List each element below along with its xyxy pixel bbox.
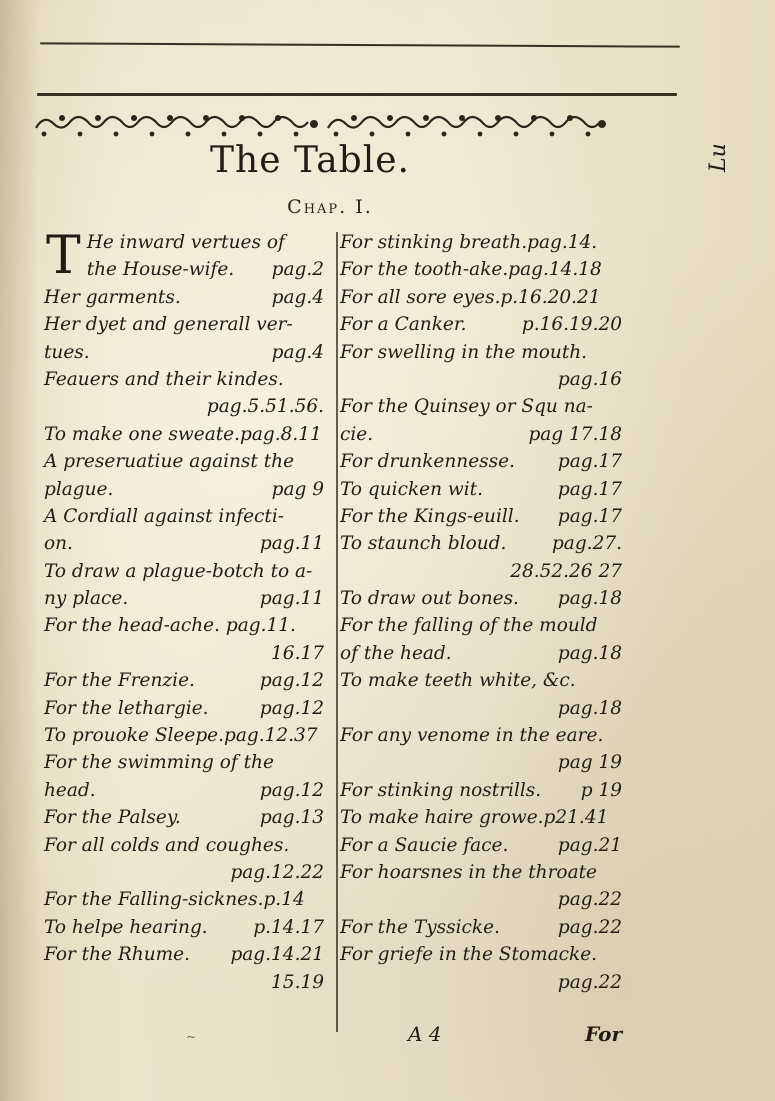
index-line — [44, 530, 324, 557]
column-divider — [336, 232, 338, 1032]
index-line — [340, 448, 622, 475]
index-line — [44, 941, 324, 968]
entry-text: the House-wife. — [86, 259, 235, 281]
page-ref: p 19 — [580, 779, 622, 801]
index-line — [44, 832, 324, 859]
entry-text: tues. — [44, 341, 90, 363]
entry-text: For the lethargie. — [44, 697, 209, 719]
entry-text: A Cordiall against infecti- — [44, 505, 285, 527]
entry-text: plague. — [44, 478, 114, 500]
page-ref: p.14.17 — [253, 916, 324, 938]
page-ref: pag.14.21 — [230, 944, 324, 966]
page-ref: pag.11 — [259, 588, 324, 610]
index-line — [340, 667, 622, 694]
index-line — [44, 284, 324, 311]
index-line — [340, 749, 622, 776]
index-line — [44, 914, 324, 941]
index-line — [87, 256, 324, 283]
entry-text: For the falling of the mould — [340, 615, 598, 637]
entry-text: For the Palsey. — [44, 807, 181, 829]
drop-capital: T — [46, 226, 81, 286]
entry-text: For the Frenzie. — [44, 670, 195, 692]
entry-text: For swelling in the mouth. — [340, 341, 588, 363]
index-line — [87, 229, 324, 256]
entry-text: For stinking breath.pag.14. — [340, 232, 598, 253]
page-ref: pag.21 — [557, 834, 622, 856]
index-line — [340, 558, 622, 585]
index-line — [44, 749, 324, 776]
entry-text: To prouoke Sleepe.pag.12.37 — [44, 725, 318, 747]
entry-text: For drunkennesse. — [340, 451, 515, 473]
index-line — [44, 421, 324, 448]
index-line — [340, 421, 622, 448]
index-line — [340, 530, 622, 557]
entry-text: For all sore eyes.p.16.20.21 — [340, 286, 601, 308]
page-ref: pag.2 — [271, 259, 324, 281]
first-entry — [44, 226, 324, 286]
page-ref: pag 17.18 — [528, 423, 622, 445]
index-line — [44, 886, 324, 913]
page-ref: pag.22 — [557, 971, 622, 993]
entry-text: For any venome in the eare. — [340, 725, 604, 747]
chapter-heading: Chap. I. — [287, 196, 373, 218]
ornament-flourish-icon — [32, 104, 612, 144]
page-ref: pag.13 — [259, 807, 324, 829]
index-line — [340, 612, 622, 639]
page-ref: pag.11 — [259, 533, 324, 555]
index-line — [44, 476, 324, 503]
entry-text: ny place. — [44, 588, 129, 610]
right-entries — [340, 229, 622, 996]
entry-text: To quicken wit. — [340, 478, 483, 500]
page-ref: pag.4 — [271, 286, 324, 308]
entry-text: He inward vertues of — [86, 232, 285, 253]
entry-text: Her garments. — [44, 286, 181, 308]
entry-text: For the Rhume. — [44, 944, 190, 966]
entry-text: For the swimming of the — [44, 752, 274, 774]
entry-text: For stinking nostrills. — [340, 779, 542, 801]
index-line — [44, 585, 324, 612]
page-ref: pag.5.51.56. — [206, 396, 324, 418]
index-line — [340, 366, 622, 393]
index-line — [340, 256, 622, 283]
index-line — [44, 503, 324, 530]
page-title: The Table. — [210, 140, 410, 181]
entry-text: For griefe in the Stomacke. — [340, 944, 598, 966]
left-entries — [44, 284, 324, 996]
top-rule — [40, 42, 680, 47]
entry-text: Feauers and their kindes. — [44, 368, 284, 390]
ink-smudge: ~ — [186, 1030, 197, 1044]
entry-text: For a Canker. — [340, 314, 467, 336]
index-line — [340, 832, 622, 859]
index-line — [340, 777, 622, 804]
index-line — [340, 585, 622, 612]
entry-text: head. — [44, 779, 96, 801]
ornament-band — [32, 104, 612, 144]
left-column — [44, 226, 324, 996]
entry-text: For hoarsnes in the throate — [340, 861, 597, 883]
index-line — [340, 941, 622, 968]
index-line — [44, 667, 324, 694]
page-ref: pag.18 — [557, 642, 622, 664]
index-line — [340, 503, 622, 530]
index-line — [340, 393, 622, 420]
entry-text: For the Tyssicke. — [340, 916, 500, 938]
entry-text: For the Quinsey or Squ na- — [340, 396, 593, 418]
index-line — [340, 311, 622, 338]
page-ref: pag.17 — [557, 505, 622, 527]
entry-text: To staunch bloud. — [340, 533, 507, 555]
page-ref: 16.17 — [271, 642, 324, 664]
page-ref: pag.27. — [551, 533, 622, 555]
index-line — [44, 804, 324, 831]
entry-text: For all colds and coughes. — [44, 834, 290, 856]
page-ref: pag.17 — [557, 451, 622, 473]
page-ref: pag.12 — [259, 779, 324, 801]
index-line — [44, 393, 324, 420]
index-line — [340, 695, 622, 722]
index-line — [340, 229, 622, 256]
index-line — [44, 722, 324, 749]
index-line — [340, 476, 622, 503]
page-ref: pag.18 — [557, 588, 622, 610]
page-ref: pag.17 — [557, 478, 622, 500]
entry-text: To helpe hearing. — [44, 916, 208, 938]
index-line — [44, 311, 324, 338]
index-line — [44, 859, 324, 886]
entry-text: To draw out bones. — [340, 588, 519, 610]
entry-text: To make one sweate.pag.8.11 — [44, 423, 322, 445]
index-line — [340, 969, 622, 996]
page-ref: pag.4 — [271, 341, 324, 363]
page-ref: pag.18 — [557, 697, 622, 719]
page-ref: pag 9 — [271, 478, 324, 500]
entry-text: of the head. — [340, 642, 452, 664]
entry-text: To make teeth white, &c. — [340, 670, 576, 692]
index-line — [44, 695, 324, 722]
catchword: For — [585, 1022, 622, 1046]
page-ref: 28.52.26 27 — [510, 560, 622, 582]
entry-text: For the tooth-ake.pag.14.18 — [340, 259, 602, 281]
right-column — [340, 229, 622, 996]
entry-text: For the head-ache. pag.11. — [44, 615, 296, 637]
page-ref: pag 19 — [557, 752, 622, 774]
entry-text: For a Saucie face. — [340, 834, 509, 856]
index-line — [340, 886, 622, 913]
index-line — [44, 339, 324, 366]
index-line — [340, 804, 622, 831]
index-line — [44, 448, 324, 475]
page-ref: pag.16 — [557, 368, 622, 390]
binding-shadow — [0, 0, 40, 1101]
page-ref: pag.12 — [259, 670, 324, 692]
index-line — [340, 339, 622, 366]
page-ref: pag.12.22 — [230, 862, 324, 883]
entry-text: To draw a plague-botch to a- — [44, 560, 313, 582]
index-line — [44, 777, 324, 804]
page-ref: p.16.19.20 — [521, 314, 622, 336]
entry-text: For the Kings-euill. — [340, 505, 520, 527]
index-line — [340, 640, 622, 667]
index-line — [340, 914, 622, 941]
index-line — [44, 558, 324, 585]
header-rule — [37, 93, 677, 96]
signature-mark: A 4 — [408, 1022, 442, 1046]
index-line — [340, 859, 622, 886]
index-line — [44, 640, 324, 667]
entry-text: on. — [44, 533, 73, 555]
entry-text: cie. — [340, 423, 374, 445]
index-line — [340, 284, 622, 311]
entry-text: Her dyet and generall ver- — [44, 314, 293, 336]
entry-text: For the Falling-sicknes.p.14 — [44, 889, 305, 911]
index-line — [44, 612, 324, 639]
entry-text: To make haire growe.p21.41 — [340, 807, 609, 829]
page-ref: pag.12 — [259, 697, 324, 719]
index-line — [44, 969, 324, 996]
margin-note: Lu — [706, 143, 731, 172]
index-line — [340, 722, 622, 749]
index-line — [44, 366, 324, 393]
page-ref: pag.22 — [557, 889, 622, 911]
page-ref: 15.19 — [271, 971, 324, 993]
entry-text: A preseruatiue against the — [44, 451, 295, 473]
page-ref: pag.22 — [557, 916, 622, 938]
